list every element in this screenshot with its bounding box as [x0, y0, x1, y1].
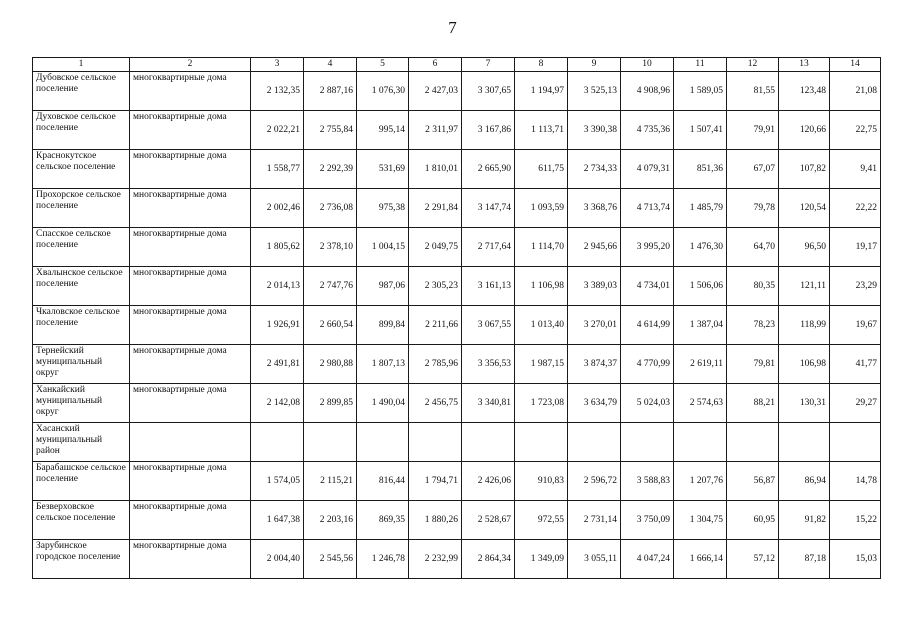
value-cell-col-13: 91,82 [779, 501, 830, 540]
value-cell-col-6: 2 232,99 [409, 540, 462, 579]
value-cell-col-4: 2 203,16 [304, 501, 357, 540]
page-number: 7 [448, 18, 457, 37]
value-cell-col-6: 1 794,71 [409, 462, 462, 501]
value-cell-col-7: 3 161,13 [462, 267, 515, 306]
value-cell-col-4: 2 899,85 [304, 384, 357, 423]
value-cell-col-6: 2 305,23 [409, 267, 462, 306]
value-cell-col-13: 120,66 [779, 111, 830, 150]
settlement-name: Безверховское сельское поселение [33, 501, 130, 540]
value-cell-col-12: 81,55 [727, 72, 779, 111]
column-header-13: 13 [779, 58, 830, 72]
value-cell-col-6: 2 427,03 [409, 72, 462, 111]
settlement-name: Хвалынское сельское поселение [33, 267, 130, 306]
value-cell-col-7: 2 864,34 [462, 540, 515, 579]
value-cell-col-12: 60,95 [727, 501, 779, 540]
value-cell-col-12: 79,78 [727, 189, 779, 228]
settlement-name: Чкаловское сельское поселение [33, 306, 130, 345]
value-cell-col-7: 2 528,67 [462, 501, 515, 540]
settlement-name: Ханкайский муниципальный округ [33, 384, 130, 423]
value-cell-col-4: 2 736,08 [304, 189, 357, 228]
value-cell-col-13: 120,54 [779, 189, 830, 228]
value-cell-col-14: 29,27 [830, 384, 881, 423]
value-cell-col-5: 995,14 [357, 111, 409, 150]
value-cell-col-9: 2 945,66 [568, 228, 621, 267]
value-cell-col-6: 1 880,26 [409, 501, 462, 540]
value-cell-col-5: 987,06 [357, 267, 409, 306]
value-cell-col-9 [568, 423, 621, 462]
value-cell-col-10: 4 735,36 [621, 111, 674, 150]
value-cell-col-13: 86,94 [779, 462, 830, 501]
table-row [33, 462, 881, 501]
value-cell-col-8: 1 349,09 [515, 540, 568, 579]
value-cell-col-5: 975,38 [357, 189, 409, 228]
value-cell-col-12: 79,91 [727, 111, 779, 150]
column-header-6: 6 [409, 58, 462, 72]
value-cell-col-7: 3 167,86 [462, 111, 515, 150]
value-cell-col-14: 15,22 [830, 501, 881, 540]
value-cell-col-12: 88,21 [727, 384, 779, 423]
value-cell-col-4 [304, 423, 357, 462]
value-cell-col-4: 2 747,76 [304, 267, 357, 306]
value-cell-col-3: 2 132,35 [251, 72, 304, 111]
table-row [33, 345, 881, 384]
value-cell-col-6: 2 456,75 [409, 384, 462, 423]
value-cell-col-7: 3 307,65 [462, 72, 515, 111]
value-cell-col-4: 2 545,56 [304, 540, 357, 579]
value-cell-col-3: 1 558,77 [251, 150, 304, 189]
tariff-table [32, 57, 881, 579]
housing-type: многоквартирные дома [130, 72, 251, 111]
table-row [33, 228, 881, 267]
value-cell-col-4: 2 115,21 [304, 462, 357, 501]
settlement-name: Спасское сельское поселение [33, 228, 130, 267]
value-cell-col-3: 1 647,38 [251, 501, 304, 540]
value-cell-col-9: 3 525,13 [568, 72, 621, 111]
value-cell-col-5: 869,35 [357, 501, 409, 540]
value-cell-col-12 [727, 423, 779, 462]
value-cell-col-13: 121,11 [779, 267, 830, 306]
column-header-4: 4 [304, 58, 357, 72]
value-cell-col-3: 2 014,13 [251, 267, 304, 306]
column-header-12: 12 [727, 58, 779, 72]
table-row [33, 423, 881, 462]
table-row [33, 111, 881, 150]
table-row [33, 306, 881, 345]
settlement-name: Прохорское сельское поселение [33, 189, 130, 228]
value-cell-col-14: 41,77 [830, 345, 881, 384]
value-cell-col-13: 107,82 [779, 150, 830, 189]
value-cell-col-6: 2 211,66 [409, 306, 462, 345]
column-header-5: 5 [357, 58, 409, 72]
housing-type: многоквартирные дома [130, 501, 251, 540]
housing-type: многоквартирные дома [130, 345, 251, 384]
value-cell-col-4: 2 660,54 [304, 306, 357, 345]
value-cell-col-8: 1 987,15 [515, 345, 568, 384]
value-cell-col-9: 2 734,33 [568, 150, 621, 189]
value-cell-col-9: 3 874,37 [568, 345, 621, 384]
housing-type: многоквартирные дома [130, 111, 251, 150]
value-cell-col-11: 1 207,76 [674, 462, 727, 501]
value-cell-col-14: 9,41 [830, 150, 881, 189]
value-cell-col-4: 2 292,39 [304, 150, 357, 189]
value-cell-col-3: 2 491,81 [251, 345, 304, 384]
value-cell-col-7: 2 717,64 [462, 228, 515, 267]
value-cell-col-14: 19,67 [830, 306, 881, 345]
value-cell-col-5: 1 004,15 [357, 228, 409, 267]
value-cell-col-12: 64,70 [727, 228, 779, 267]
value-cell-col-8: 1 106,98 [515, 267, 568, 306]
column-header-14: 14 [830, 58, 881, 72]
value-cell-col-5: 531,69 [357, 150, 409, 189]
value-cell-col-12: 78,23 [727, 306, 779, 345]
value-cell-col-13: 106,98 [779, 345, 830, 384]
value-cell-col-10: 4 713,74 [621, 189, 674, 228]
column-header-9: 9 [568, 58, 621, 72]
value-cell-col-13: 130,31 [779, 384, 830, 423]
table-row [33, 501, 881, 540]
value-cell-col-8: 1 114,70 [515, 228, 568, 267]
value-cell-col-4: 2 980,88 [304, 345, 357, 384]
value-cell-col-11: 1 485,79 [674, 189, 727, 228]
value-cell-col-11: 2 574,63 [674, 384, 727, 423]
settlement-name: Тернейский муниципальный округ [33, 345, 130, 384]
table-row [33, 384, 881, 423]
value-cell-col-3: 2 004,40 [251, 540, 304, 579]
value-cell-col-7: 3 340,81 [462, 384, 515, 423]
value-cell-col-6: 2 785,96 [409, 345, 462, 384]
value-cell-col-3: 2 002,46 [251, 189, 304, 228]
value-cell-col-13: 87,18 [779, 540, 830, 579]
value-cell-col-8: 910,83 [515, 462, 568, 501]
value-cell-col-8: 1 723,08 [515, 384, 568, 423]
column-header-1: 1 [33, 58, 130, 72]
table-header-row [33, 58, 881, 72]
value-cell-col-10: 5 024,03 [621, 384, 674, 423]
value-cell-col-9: 2 596,72 [568, 462, 621, 501]
value-cell-col-9: 3 390,38 [568, 111, 621, 150]
value-cell-col-9: 3 634,79 [568, 384, 621, 423]
housing-type: многоквартирные дома [130, 267, 251, 306]
housing-type: многоквартирные дома [130, 462, 251, 501]
housing-type [130, 423, 251, 462]
value-cell-col-3: 1 926,91 [251, 306, 304, 345]
value-cell-col-10: 3 995,20 [621, 228, 674, 267]
value-cell-col-5: 816,44 [357, 462, 409, 501]
value-cell-col-11: 1 666,14 [674, 540, 727, 579]
value-cell-col-8: 1 194,97 [515, 72, 568, 111]
value-cell-col-5: 1 076,30 [357, 72, 409, 111]
value-cell-col-9: 3 055,11 [568, 540, 621, 579]
value-cell-col-13: 96,50 [779, 228, 830, 267]
value-cell-col-9: 3 389,03 [568, 267, 621, 306]
value-cell-col-4: 2 755,84 [304, 111, 357, 150]
value-cell-col-9: 3 368,76 [568, 189, 621, 228]
table-row [33, 189, 881, 228]
value-cell-col-10: 4 770,99 [621, 345, 674, 384]
value-cell-col-6: 2 291,84 [409, 189, 462, 228]
value-cell-col-11: 1 589,05 [674, 72, 727, 111]
value-cell-col-11: 2 619,11 [674, 345, 727, 384]
value-cell-col-3 [251, 423, 304, 462]
table-row [33, 150, 881, 189]
value-cell-col-13 [779, 423, 830, 462]
value-cell-col-14: 19,17 [830, 228, 881, 267]
value-cell-col-6: 2 049,75 [409, 228, 462, 267]
housing-type: многоквартирные дома [130, 540, 251, 579]
value-cell-col-10 [621, 423, 674, 462]
value-cell-col-9: 2 731,14 [568, 501, 621, 540]
value-cell-col-7: 2 426,06 [462, 462, 515, 501]
housing-type: многоквартирные дома [130, 189, 251, 228]
settlement-name: Духовское сельское поселение [33, 111, 130, 150]
column-header-11: 11 [674, 58, 727, 72]
value-cell-col-11: 1 304,75 [674, 501, 727, 540]
value-cell-col-10: 3 588,83 [621, 462, 674, 501]
value-cell-col-14 [830, 423, 881, 462]
value-cell-col-11: 1 507,41 [674, 111, 727, 150]
column-header-8: 8 [515, 58, 568, 72]
value-cell-col-6: 1 810,01 [409, 150, 462, 189]
value-cell-col-4: 2 378,10 [304, 228, 357, 267]
value-cell-col-12: 79,81 [727, 345, 779, 384]
value-cell-col-7: 3 067,55 [462, 306, 515, 345]
value-cell-col-14: 22,22 [830, 189, 881, 228]
value-cell-col-9: 3 270,01 [568, 306, 621, 345]
value-cell-col-8: 1 013,40 [515, 306, 568, 345]
value-cell-col-3: 2 142,08 [251, 384, 304, 423]
value-cell-col-10: 4 908,96 [621, 72, 674, 111]
column-header-10: 10 [621, 58, 674, 72]
value-cell-col-14: 14,78 [830, 462, 881, 501]
value-cell-col-7 [462, 423, 515, 462]
value-cell-col-3: 1 574,05 [251, 462, 304, 501]
value-cell-col-13: 123,48 [779, 72, 830, 111]
value-cell-col-5: 1 807,13 [357, 345, 409, 384]
value-cell-col-10: 3 750,09 [621, 501, 674, 540]
value-cell-col-11: 1 476,30 [674, 228, 727, 267]
value-cell-col-11: 851,36 [674, 150, 727, 189]
value-cell-col-3: 2 022,21 [251, 111, 304, 150]
housing-type: многоквартирные дома [130, 228, 251, 267]
value-cell-col-7: 2 665,90 [462, 150, 515, 189]
column-header-3: 3 [251, 58, 304, 72]
value-cell-col-3: 1 805,62 [251, 228, 304, 267]
value-cell-col-11: 1 387,04 [674, 306, 727, 345]
value-cell-col-11: 1 506,06 [674, 267, 727, 306]
value-cell-col-8: 1 113,71 [515, 111, 568, 150]
settlement-name: Барабашское сельское поселение [33, 462, 130, 501]
table-row [33, 72, 881, 111]
value-cell-col-5: 1 246,78 [357, 540, 409, 579]
value-cell-col-13: 118,99 [779, 306, 830, 345]
value-cell-col-6: 2 311,97 [409, 111, 462, 150]
settlement-name: Хасанский муниципальный район [33, 423, 130, 462]
table-row [33, 267, 881, 306]
settlement-name: Зарубинское городское поселение [33, 540, 130, 579]
column-header-7: 7 [462, 58, 515, 72]
value-cell-col-10: 4 614,99 [621, 306, 674, 345]
value-cell-col-12: 67,07 [727, 150, 779, 189]
housing-type: многоквартирные дома [130, 150, 251, 189]
value-cell-col-8: 1 093,59 [515, 189, 568, 228]
value-cell-col-14: 23,29 [830, 267, 881, 306]
value-cell-col-10: 4 047,24 [621, 540, 674, 579]
value-cell-col-4: 2 887,16 [304, 72, 357, 111]
housing-type: многоквартирные дома [130, 384, 251, 423]
value-cell-col-7: 3 356,53 [462, 345, 515, 384]
value-cell-col-14: 22,75 [830, 111, 881, 150]
value-cell-col-8: 972,55 [515, 501, 568, 540]
value-cell-col-14: 15,03 [830, 540, 881, 579]
settlement-name: Дубовское сельское поселение [33, 72, 130, 111]
value-cell-col-8 [515, 423, 568, 462]
value-cell-col-12: 56,87 [727, 462, 779, 501]
housing-type: многоквартирные дома [130, 306, 251, 345]
value-cell-col-6 [409, 423, 462, 462]
settlement-name: Краснокутское сельское поселение [33, 150, 130, 189]
value-cell-col-10: 4 079,31 [621, 150, 674, 189]
value-cell-col-5: 899,84 [357, 306, 409, 345]
value-cell-col-12: 80,35 [727, 267, 779, 306]
value-cell-col-12: 57,12 [727, 540, 779, 579]
value-cell-col-5: 1 490,04 [357, 384, 409, 423]
value-cell-col-7: 3 147,74 [462, 189, 515, 228]
value-cell-col-11 [674, 423, 727, 462]
value-cell-col-10: 4 734,01 [621, 267, 674, 306]
column-header-2: 2 [130, 58, 251, 72]
value-cell-col-5 [357, 423, 409, 462]
value-cell-col-14: 21,08 [830, 72, 881, 111]
value-cell-col-8: 611,75 [515, 150, 568, 189]
table-row [33, 540, 881, 579]
